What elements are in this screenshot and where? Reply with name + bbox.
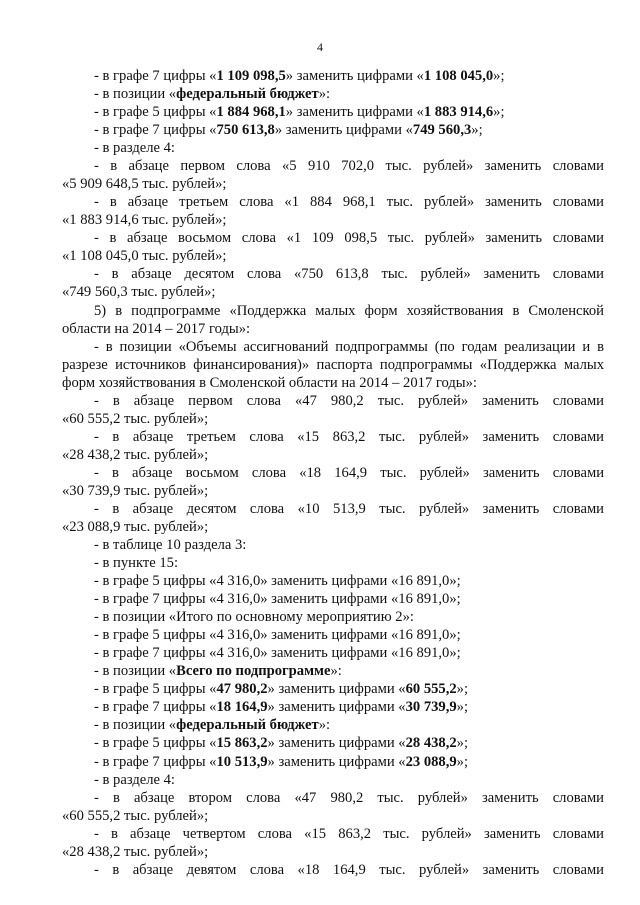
text-line [62, 535, 604, 555]
text-segment: - в таблице 10 раздела 3: [94, 537, 247, 554]
text-segment: - в абзаце девятом слова «18 164,9 тыс. рублей» заменить словами [94, 861, 604, 878]
text-segment: - в позиции « [94, 717, 177, 734]
text-segment: - в позиции « [94, 663, 177, 680]
text-line [62, 264, 604, 284]
text-segment: - в абзаце втором слова «47 980,2 тыс. рублей» заменить словами [94, 789, 604, 806]
bold-text: 23 088,9 [405, 753, 457, 770]
text-line [62, 499, 604, 519]
text-line [62, 733, 604, 753]
text-segment: »; [456, 735, 469, 752]
text-segment: »; [456, 753, 469, 770]
bold-text: Всего по подпрограмме [176, 663, 331, 680]
text-line [62, 553, 604, 573]
text-segment: - в позиции «Объемы ассигнований подпрограммы (по годам реализации и в [94, 338, 604, 355]
text-segment: «1 883 914,6 тыс. рублей»; [62, 212, 227, 229]
text-line [62, 625, 604, 645]
text-line [62, 824, 604, 844]
text-segment: » заменить цифрами « [285, 104, 424, 121]
text-segment: форм хозяйствования в Смоленской области на 2014 – 2017 годы»: [62, 374, 477, 391]
text-segment: - в абзаце первом слова «5 910 702,0 тыс. рублей» заменить словами [94, 158, 604, 175]
text-segment: «749 560,3 тыс. рублей»; [62, 284, 216, 301]
text-line [62, 391, 604, 411]
text-line [62, 607, 604, 627]
text-segment: - в разделе 4: [94, 771, 175, 788]
text-segment: «28 438,2 тыс. рублей»; [62, 446, 209, 463]
text-segment: » заменить цифрами « [274, 122, 413, 139]
text-segment: 5) в подпрограмме «Поддержка малых форм хозяйствования в Смоленской [94, 302, 604, 319]
text-line [62, 517, 604, 537]
text-line [62, 228, 604, 248]
text-line [62, 661, 604, 681]
text-segment: » заменить цифрами « [267, 681, 406, 698]
text-segment: » заменить цифрами « [267, 735, 406, 752]
text-segment: - в графе 5 цифры « [94, 104, 217, 121]
text-segment: - в абзаце восьмом слова «1 109 098,5 тыс. рублей» заменить словами [94, 230, 604, 247]
bold-text: 749 560,3 [412, 122, 472, 139]
bold-text: 1 884 968,1 [216, 104, 286, 121]
text-line [62, 102, 604, 122]
text-segment: »; [456, 681, 469, 698]
text-segment: - в графе 7 цифры « [94, 699, 217, 716]
text-segment: - в абзаце десятом слова «750 613,8 тыс. рублей» заменить словами [94, 266, 604, 283]
text-line [62, 301, 604, 321]
text-segment: »; [471, 122, 483, 139]
bold-text: федеральный бюджет [176, 86, 319, 103]
text-line [62, 337, 604, 357]
text-segment: - в пункте 15: [94, 555, 179, 572]
bold-text: 15 863,2 [216, 735, 268, 752]
text-segment: - в абзаце третьем слова «1 884 968,1 тыс. рублей» заменить словами [94, 194, 604, 211]
text-segment: » заменить цифрами « [267, 699, 406, 716]
text-line [62, 66, 604, 86]
text-line [62, 373, 604, 393]
text-segment: »: [330, 663, 342, 680]
text-line [62, 463, 604, 483]
page-number: 4 [317, 40, 323, 54]
text-segment: - в абзаце первом слова «47 980,2 тыс. рублей» заменить словами [94, 392, 604, 409]
text-segment: - в графе 7 цифры «4 316,0» заменить цифрами «16 891,0»; [94, 591, 461, 608]
text-line [62, 571, 604, 591]
text-segment: «28 438,2 тыс. рублей»; [62, 843, 209, 860]
text-segment: - в графе 5 цифры « [94, 681, 217, 698]
text-segment: - в графе 7 цифры « [94, 122, 217, 139]
bold-text: 47 980,2 [216, 681, 268, 698]
text-segment: «60 555,2 тыс. рублей»; [62, 807, 209, 824]
text-segment: - в графе 5 цифры «4 316,0» заменить цифрами «16 891,0»; [94, 627, 461, 644]
text-line [62, 174, 604, 194]
text-segment: - в абзаце третьем слова «15 863,2 тыс. рублей» заменить словами [94, 428, 604, 445]
text-segment: - в позиции «Итого по основному мероприятию 2»: [94, 609, 414, 626]
text-line [62, 84, 604, 104]
text-line [62, 355, 604, 375]
bold-text: федеральный бюджет [176, 717, 319, 734]
text-segment: - в абзаце десятом слова «10 513,9 тыс. рублей» заменить словами [94, 500, 604, 517]
text-segment: - в позиции « [94, 86, 177, 103]
text-segment: разрезе источников финансирования)» паспорта подпрограммы «Поддержка малых [62, 356, 604, 373]
bold-text: 1 883 914,6 [423, 104, 494, 121]
text-segment: »; [493, 68, 505, 84]
text-line [62, 842, 604, 862]
bold-text: 28 438,2 [405, 735, 457, 752]
text-line [62, 788, 604, 808]
text-segment: - в графе 5 цифры « [94, 735, 217, 752]
text-segment: «23 088,9 тыс. рублей»; [62, 519, 209, 535]
text-line [62, 806, 604, 826]
text-line [62, 210, 604, 230]
text-segment: - в графе 5 цифры «4 316,0» заменить цифрами «16 891,0»; [94, 573, 461, 590]
text-line [62, 752, 604, 772]
text-segment: »: [318, 86, 331, 103]
text-line [62, 120, 604, 140]
text-segment: - в абзаце восьмом слова «18 164,9 тыс. рублей» заменить словами [94, 464, 604, 481]
text-segment: »; [493, 104, 505, 121]
bold-text: 1 108 045,0 [423, 68, 494, 84]
text-line [62, 445, 604, 465]
text-line [62, 246, 604, 266]
text-line [62, 282, 604, 302]
text-segment: » заменить цифрами « [285, 68, 424, 84]
bold-text: 60 555,2 [405, 681, 457, 698]
text-segment: »; [456, 699, 469, 716]
text-segment: - в разделе 4: [94, 140, 175, 157]
text-line [62, 697, 604, 717]
text-segment: «60 555,2 тыс. рублей»; [62, 410, 209, 427]
text-line [62, 319, 604, 339]
text-line [62, 589, 604, 609]
text-line [62, 192, 604, 212]
text-segment: - в графе 7 цифры « [94, 753, 217, 770]
text-segment: »: [318, 717, 331, 734]
text-segment: - в абзаце четвертом слова «15 863,2 тыс. рублей» заменить словами [94, 825, 604, 842]
bold-text: 18 164,9 [216, 699, 268, 716]
text-line [62, 156, 604, 176]
text-line [62, 770, 604, 790]
text-line [62, 481, 604, 501]
text-segment: «1 108 045,0 тыс. рублей»; [62, 248, 227, 265]
text-line [62, 643, 604, 663]
text-line [62, 427, 604, 447]
bold-text: 10 513,9 [216, 753, 268, 770]
bold-text: 1 109 098,5 [216, 68, 286, 84]
text-segment: - в графе 7 цифры «4 316,0» заменить цифрами «16 891,0»; [94, 645, 461, 662]
text-line [62, 860, 604, 880]
text-segment: области на 2014 – 2017 годы»: [62, 320, 251, 337]
text-segment: » заменить цифрами « [267, 753, 406, 770]
text-line [62, 409, 604, 429]
text-line [62, 138, 604, 158]
text-line [62, 715, 604, 735]
text-segment: «5 909 648,5 тыс. рублей»; [62, 176, 227, 193]
text-line [62, 679, 604, 699]
bold-text: 750 613,8 [216, 122, 275, 139]
bold-text: 30 739,9 [405, 699, 457, 716]
text-segment: «30 739,9 тыс. рублей»; [62, 482, 209, 499]
text-segment: - в графе 7 цифры « [94, 68, 217, 84]
